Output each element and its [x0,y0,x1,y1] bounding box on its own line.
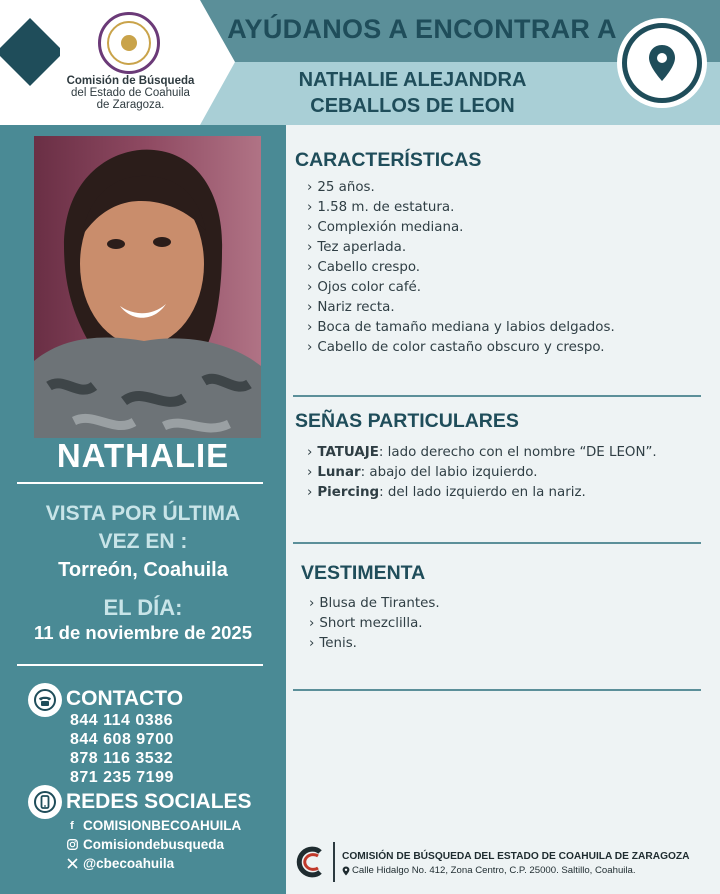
list-item: › 25 años. [307,178,615,198]
list-item: › Cabello crespo. [307,258,615,278]
list-item: › Tenis. [309,634,440,654]
list-item: › Nariz recta. [307,298,615,318]
social-x[interactable] [66,856,174,871]
phone-number[interactable]: 844 114 0386 [70,712,173,729]
location-pin-icon [647,44,677,82]
section-divider [293,542,701,544]
footer-address [342,865,636,876]
org-name-line2: del Estado de Coahuila [71,87,190,99]
clothing-title: VESTIMENTA [301,562,426,584]
list-item [307,443,657,463]
facebook-icon: f [70,819,74,832]
list-item: › Blusa de Tirantes. [309,594,440,614]
phone-number[interactable]: 878 116 3532 [70,750,173,767]
social-title: REDES SOCIALES [66,790,252,813]
first-name: NATHALIE [56,437,230,474]
poster-title: AYÚDANOS A ENCONTRAR A [227,14,617,44]
person-photo [34,136,261,438]
mark-label: TATUAJE [317,445,379,460]
list-item: › Short mezclilla. [309,614,440,634]
marks-title: SEÑAS PARTICULARES [295,410,519,432]
footer-separator [333,842,335,882]
map-pin-icon [342,866,350,876]
last-seen-label-line1: VISTA POR ÚLTIMA [45,502,241,525]
social-handle: Comisiondebusqueda [83,837,225,852]
list-item: › 1.58 m. de estatura. [307,198,615,218]
phone-number[interactable]: 844 608 9700 [70,731,174,748]
list-item: › Boca de tamaño mediana y labios delgados. [307,318,615,338]
social-handle: COMISIONBECOAHUILA [83,818,242,833]
logo-diamond-wrap [0,0,60,125]
characteristics-title: CARACTERÍSTICAS [295,149,482,171]
left-divider-1 [17,482,263,484]
location-pin-badge [617,18,707,108]
commission-logo-icon [296,846,326,878]
date-label: EL DÍA: [103,595,183,620]
section-divider [293,689,701,691]
org-name-line1: Comisión de Búsqueda [66,75,195,87]
last-seen-place: Torreón, Coahuila [58,559,228,581]
full-name-line1: NATHALIE ALEJANDRA [298,69,527,91]
smartphone-icon [28,785,62,819]
clothing-list [309,594,440,654]
list-item: › Ojos color café. [307,278,615,298]
commission-seal-icon [98,12,160,74]
contact-title: CONTACTO [66,687,184,710]
footer-address-text: Calle Hidalgo No. 412, Zona Centro, C.P. 25000. Saltillo, Coahuila. [352,865,636,876]
instagram-icon [66,839,78,851]
footer-org-name: COMISIÓN DE BÚSQUEDA DEL ESTADO DE COAHUILA DE ZARAGOZA [342,851,690,862]
section-divider [293,395,701,397]
list-item [307,483,657,503]
phone-number[interactable]: 871 235 7199 [70,769,174,786]
left-divider-2 [17,664,263,666]
phone-icon [28,683,62,717]
last-seen-date: 11 de noviembre de 2025 [33,622,252,643]
social-handle: @cbecoahuila [83,856,175,871]
list-item: › Tez aperlada. [307,238,615,258]
x-icon [66,858,78,870]
mark-text: : lado derecho con el nombre “DE LEON”. [378,445,657,460]
list-item: › Cabello de color castaño obscuro y crespo. [307,338,615,358]
list-item [307,463,657,483]
mark-label: Piercing [317,485,380,500]
characteristics-list [307,178,615,358]
social-facebook[interactable] [66,818,241,833]
mark-text: : abajo del labio izquierdo. [360,465,538,480]
org-name-line3: de Zaragoza. [96,99,165,111]
mark-label: Lunar [317,465,361,480]
mark-text: : del lado izquierdo en la nariz. [379,485,586,500]
list-item: › Complexión mediana. [307,218,615,238]
last-seen-label-line2: VEZ EN : [98,530,188,553]
diamond-decoration [0,18,60,86]
marks-list [307,443,657,503]
social-instagram[interactable] [66,837,224,852]
full-name-line2: CEBALLOS DE LEON [310,95,515,117]
